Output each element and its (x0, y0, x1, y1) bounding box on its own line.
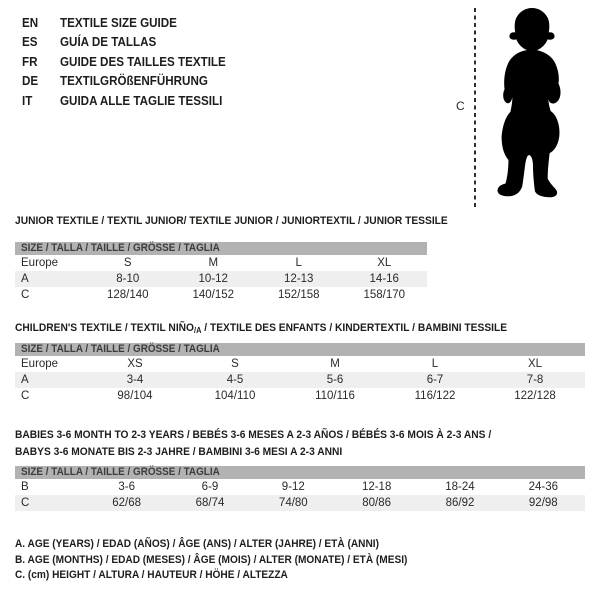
table-cell: 62/68 (112, 497, 142, 509)
size-header-bar (15, 466, 585, 479)
table-row (15, 479, 585, 495)
size-table-1 (15, 242, 427, 303)
table-cell: 3-4 (126, 374, 144, 386)
language-guide-title: GUIDA ALLE TAGLIE TESSILI (60, 93, 223, 108)
language-guide-title: TEXTILE SIZE GUIDE (60, 15, 177, 30)
size-header-text: SIZE / TALLA / TAILLE / GRÖSSE / TAGLIA (21, 466, 220, 478)
table-cell: 5-6 (326, 374, 344, 386)
language-row (22, 91, 238, 111)
table-title (15, 213, 480, 230)
table-cell: 14-16 (369, 273, 399, 285)
table-cell: 12-13 (284, 273, 314, 285)
language-guide-title: TEXTILGRÖßENFÜHRUNG (60, 74, 208, 89)
table-cell: 140/152 (192, 289, 235, 301)
table-cell: 8-10 (116, 273, 140, 285)
table-cell: 6-7 (426, 374, 444, 386)
table-cell: S (123, 257, 132, 269)
size-header-bar (15, 242, 427, 255)
table-cell: 9-12 (281, 481, 305, 493)
table-title-line (15, 213, 448, 230)
title-subscript: /A (194, 326, 202, 335)
title-text: CHILDREN'S TEXTILE / TEXTIL NIÑO (15, 322, 195, 334)
table-cell: 4-5 (226, 374, 244, 386)
footnote: A. AGE (YEARS) / EDAD (AÑOS) / ÂGE (ANS) / ALTER (JAHRE) / ETÀ (ANNI) (15, 538, 379, 550)
table-title-line (15, 444, 491, 461)
language-row (22, 52, 238, 72)
table-cell: M (208, 257, 219, 269)
row-label: B (21, 481, 29, 493)
footnote: C. (cm) HEIGHT / ALTURA / HAUTEUR / HÖHE / ALTEZZA (15, 569, 288, 581)
table-title (15, 427, 527, 461)
language-code: FR (22, 54, 38, 69)
row-label: A (21, 273, 29, 285)
table-cell: XL (527, 358, 543, 370)
table-row (15, 287, 427, 303)
language-row (22, 72, 238, 92)
language-row (22, 13, 238, 33)
language-title-list (22, 13, 238, 111)
table-cell: 80/86 (362, 497, 392, 509)
row-label: Europe (21, 257, 59, 269)
table-cell: 98/104 (117, 390, 153, 402)
size-table-3 (15, 466, 585, 511)
table-cell: 24-36 (528, 481, 559, 493)
table-cell: 12-18 (361, 481, 392, 493)
row-label: Europe (21, 358, 59, 370)
language-row (22, 33, 238, 53)
table-cell: 122/128 (514, 390, 556, 402)
size-header-text: SIZE / TALLA / TAILLE / GRÖSSE / TAGLIA (21, 242, 220, 254)
language-code: EN (22, 15, 39, 30)
table-cell: 110/116 (315, 390, 355, 402)
table-cell: 104/110 (214, 390, 256, 402)
table-cell: L (295, 257, 302, 269)
toddler-silhouette-icon (487, 5, 577, 211)
table-cell: XL (377, 257, 392, 269)
table-title-line (15, 320, 507, 339)
table-cell: 6-9 (201, 481, 219, 493)
table-row (15, 495, 585, 511)
title-text: / TEXTILE DES ENFANTS / KINDERTEXTIL / BAMBINI TESSILE (201, 322, 508, 334)
height-measure-dashed-line (474, 8, 476, 207)
table-cell: 86/92 (445, 497, 475, 509)
table-row (15, 356, 585, 372)
language-guide-title: GUIDE DES TAILLES TEXTILE (60, 54, 226, 69)
table-cell: 116/122 (414, 390, 456, 402)
row-label: C (21, 289, 30, 301)
height-measure-label: C (456, 99, 465, 113)
table-cell: M (330, 358, 340, 370)
language-code: ES (22, 35, 38, 50)
table-cell: 7-8 (526, 374, 544, 386)
table-cell: 10-12 (198, 273, 228, 285)
row-label: C (21, 497, 30, 509)
table-row (15, 255, 427, 271)
table-cell: 74/80 (278, 497, 308, 509)
table-title (15, 320, 544, 339)
table-row (15, 271, 427, 287)
title-text: BABIES 3-6 MONTH TO 2-3 YEARS / BEBÉS 3-6 MESES A 2-3 AÑOS / BÉBÉS 3-6 MOIS À 2-3 ANS / (15, 429, 492, 441)
language-code: DE (22, 74, 39, 89)
table-cell: 68/74 (195, 497, 225, 509)
language-guide-title: GUÍA DE TALLAS (60, 35, 157, 50)
title-text: BABYS 3-6 MONATE BIS 2-3 JAHRE / BAMBINI 3-6 MESI A 2-3 ANNI (15, 446, 343, 458)
table-cell: 92/98 (528, 497, 558, 509)
table-cell: 3-6 (118, 481, 135, 493)
size-header-bar (15, 343, 585, 356)
table-cell: 128/140 (106, 289, 149, 301)
title-text: JUNIOR TEXTILE / TEXTIL JUNIOR/ TEXTILE JUNIOR / JUNIORTEXTIL / JUNIOR TESSILE (15, 215, 448, 227)
table-title-line (15, 427, 491, 444)
table-row (15, 388, 585, 404)
row-label: C (21, 390, 30, 402)
table-cell: XS (127, 358, 143, 370)
table-cell: S (231, 358, 239, 370)
row-label: A (21, 374, 29, 386)
size-header-text: SIZE / TALLA / TAILLE / GRÖSSE / TAGLIA (21, 343, 220, 355)
size-table-2 (15, 343, 585, 404)
footnote: B. AGE (MONTHS) / EDAD (MESES) / ÂGE (MOIS) / ALTER (MONATE) / ETÀ (MESI) (15, 553, 408, 566)
table-cell: 18-24 (445, 481, 475, 493)
table-cell: 152/158 (277, 289, 320, 301)
table-cell: 158/170 (363, 289, 406, 301)
table-row (15, 372, 585, 388)
language-code: IT (22, 93, 33, 108)
table-cell: L (431, 358, 439, 370)
footnotes-list (15, 537, 442, 584)
